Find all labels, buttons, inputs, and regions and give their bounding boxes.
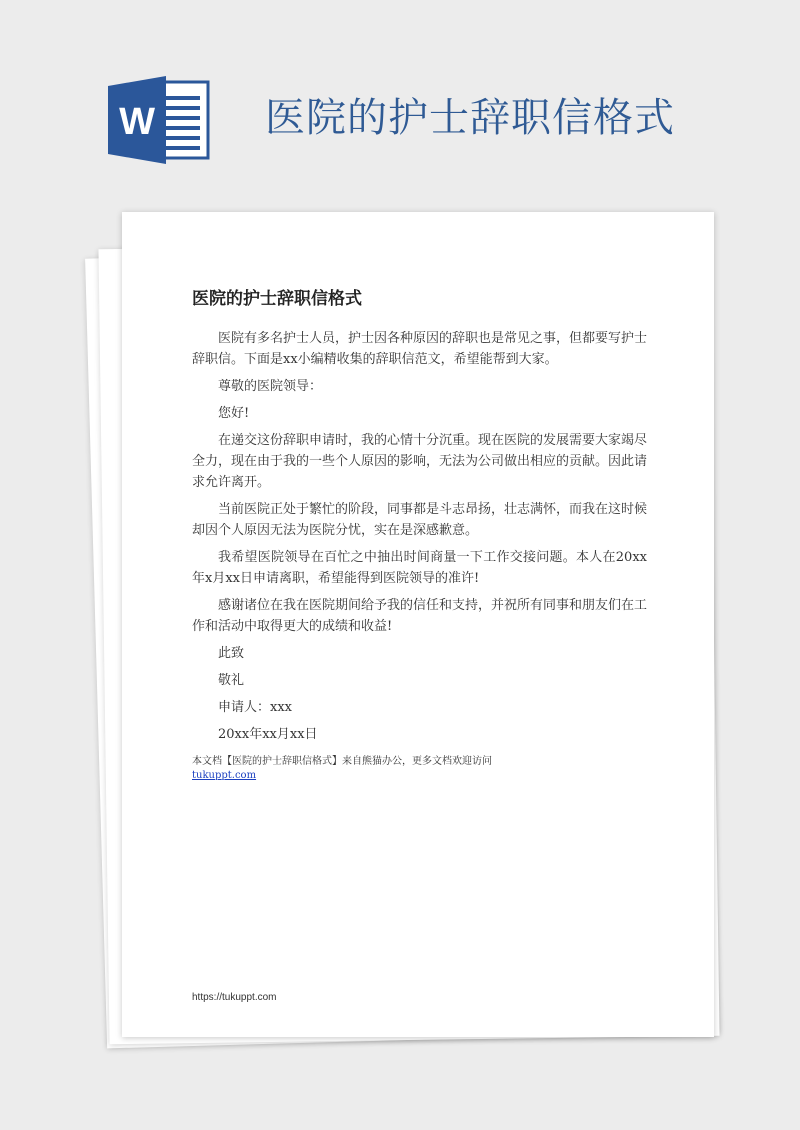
paragraph-greeting: 您好!: [218, 406, 250, 421]
document-title: 医院的护士辞职信格式: [192, 289, 362, 309]
source-note: [192, 755, 662, 783]
paragraph-thanks: 感谢诸位在我在医院期间给予我的信任和支持，并祝所有同事和朋友们在工作和活动中取得更大的成绩和收益!: [192, 598, 648, 634]
source-note-text: 本文档【医院的护士辞职信格式】来自熊猫办公，更多文档欢迎访问: [192, 756, 492, 767]
hero-title: 医院的护士辞职信格式: [265, 95, 675, 141]
document-page: [122, 212, 714, 1037]
paragraph-handover: 我希望医院领导在百忙之中抽出时间商量一下工作交接问题。本人在20xx年x月xx日申请离职，希望能得到医院领导的准许!: [192, 550, 647, 586]
paragraph-closing-2: 敬礼: [218, 673, 245, 688]
paragraph-applicant: 申请人：xxx: [218, 700, 292, 715]
paragraph-date: 20xx年xx月xx日: [218, 727, 318, 742]
paragraph-salutation: 尊敬的医院领导：: [218, 379, 323, 394]
paragraph-intro: 医院有多名护士人员，护士因各种原因的辞职也是常见之事，但都要写护士辞职信。下面是xx小编精收集的辞职信范文，希望能帮到大家。: [192, 331, 648, 367]
word-document-icon: [108, 72, 212, 168]
paragraph-closing-1: 此致: [218, 646, 245, 661]
paragraph-apology: 当前医院正处于繁忙的阶段，同事都是斗志昂扬，壮志满怀，而我在这时候却因个人原因无法为医院分忧，实在是深感歉意。: [192, 502, 648, 538]
document-body: [192, 328, 647, 751]
footer-url: https://tukuppt.com: [192, 992, 277, 1003]
word-logo-letter: W: [119, 101, 155, 143]
paragraph-reason: 在递交这份辞职申请时，我的心情十分沉重。现在医院的发展需要大家竭尽全力，现在由于我的一些个人原因的影响，无法为公司做出相应的贡献。因此请求允许离开。: [192, 433, 648, 490]
source-link[interactable]: tukuppt.com: [192, 770, 257, 781]
